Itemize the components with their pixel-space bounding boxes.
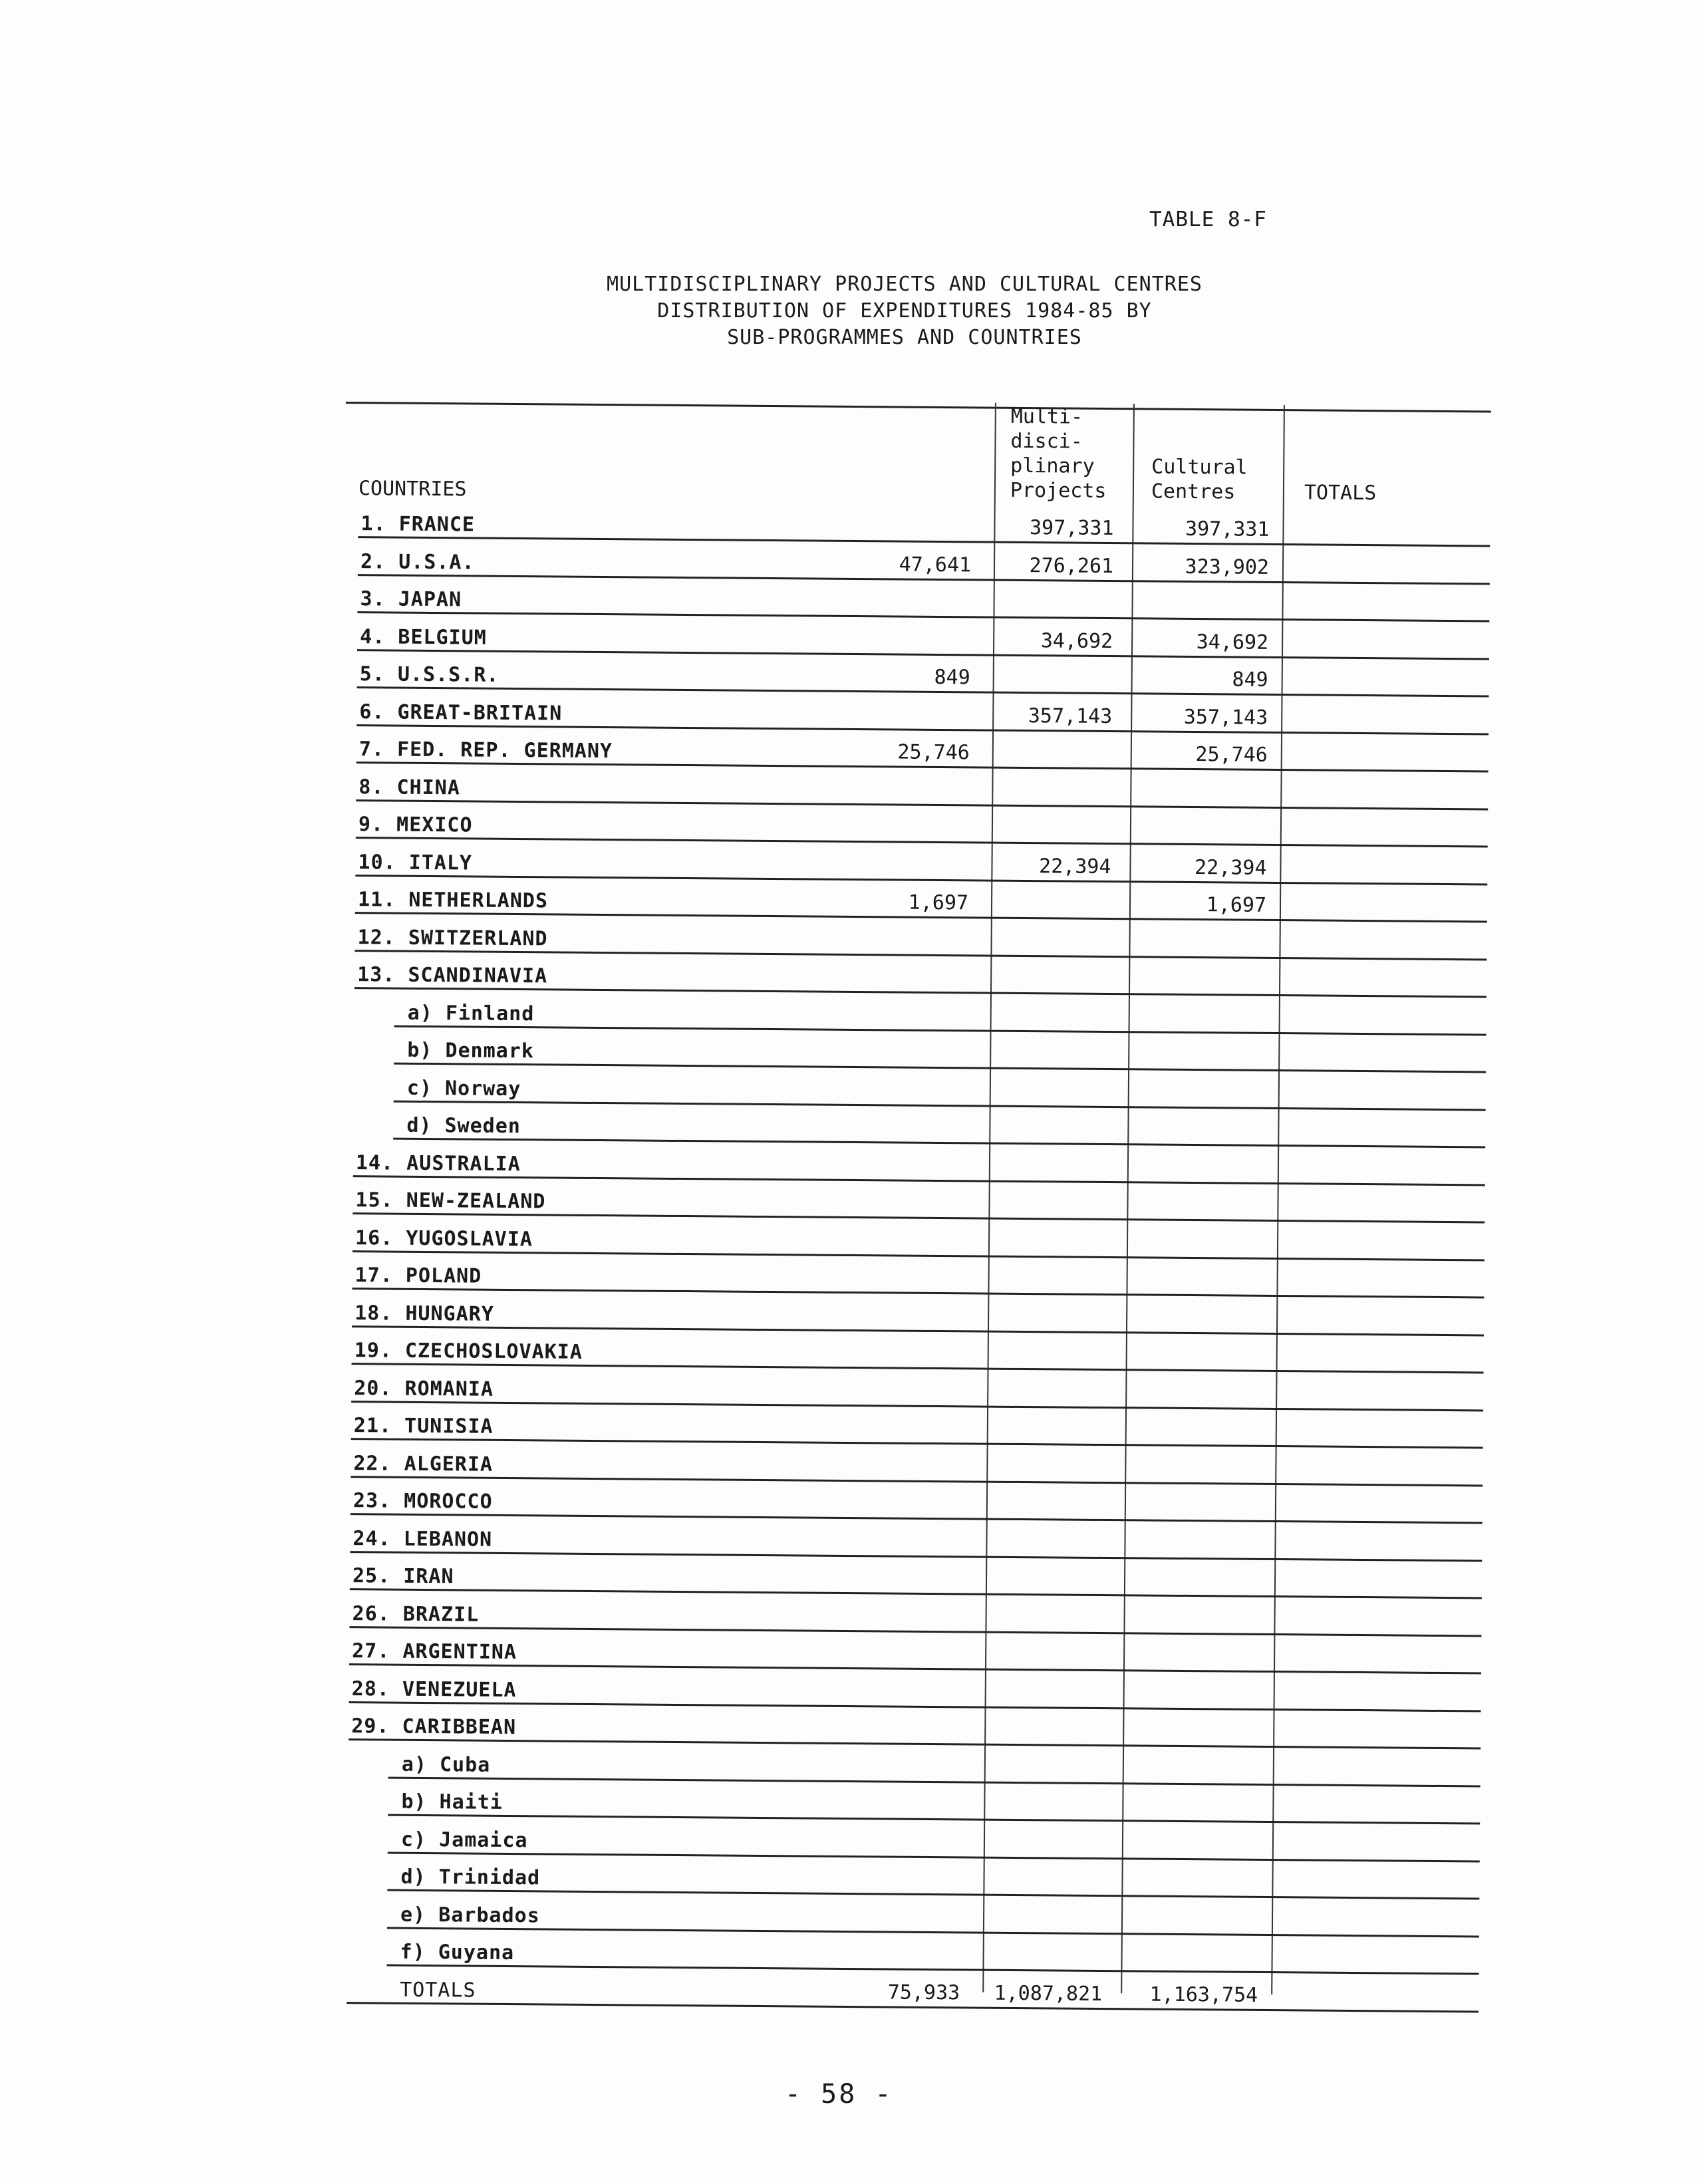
column-header-cultural-centres: Cultural Centres	[1151, 455, 1248, 504]
totals-value	[1139, 1104, 1265, 1105]
cultural-centres-value	[984, 952, 1110, 953]
multidisciplinary-value	[837, 1515, 964, 1516]
multidisciplinary-value	[838, 1402, 964, 1403]
country-name: 21. TUNISIA	[353, 1414, 494, 1438]
multidisciplinary-value	[841, 1026, 968, 1027]
multidisciplinary-value: 75,933	[887, 1980, 960, 2004]
totals-value	[1134, 1667, 1260, 1668]
totals-value	[1141, 803, 1267, 804]
country-name: 18. HUNGARY	[355, 1301, 494, 1326]
country-name: 20. ROMANIA	[354, 1376, 494, 1401]
totals-value	[1137, 1329, 1263, 1330]
multidisciplinary-value: 849	[934, 665, 970, 690]
multidisciplinary-value	[837, 1590, 963, 1591]
cultural-centres-value: 34,692	[1040, 628, 1113, 653]
multidisciplinary-value	[841, 1064, 967, 1065]
country-name: 14. AUSTRALIA	[355, 1151, 521, 1176]
cultural-centres-value	[984, 915, 1111, 916]
country-name: 25. IRAN	[352, 1564, 454, 1589]
totals-value: 849	[1232, 668, 1268, 692]
totals-value	[1139, 991, 1266, 992]
column-header-countries: COUNTRIES	[358, 477, 467, 501]
title-line-1: MULTIDISCIPLINARY PROJECTS AND CULTURAL CENTRES	[607, 273, 1203, 296]
totals-value: 34,692	[1196, 630, 1269, 654]
totals-value	[1138, 1141, 1264, 1142]
totals-value	[1133, 1780, 1260, 1781]
totals-value: 397,331	[1185, 517, 1270, 541]
cultural-centres-value	[980, 1441, 1107, 1442]
multidisciplinary-value: 1,697	[908, 890, 969, 915]
multidisciplinary-value	[835, 1740, 962, 1741]
totals-label: TOTALS	[400, 1978, 476, 2002]
multidisciplinary-value	[837, 1477, 964, 1478]
multidisciplinary-value	[836, 1627, 962, 1628]
cultural-centres-value	[980, 1478, 1106, 1479]
totals-value	[1137, 1216, 1264, 1217]
page-number: - 58 -	[785, 2079, 893, 2110]
totals-value: 25,746	[1195, 743, 1268, 767]
column-header-multidisciplinary: Multi- disci- plinary Projects	[1010, 404, 1107, 503]
totals-value	[1133, 1742, 1260, 1743]
country-name: 22. ALGERIA	[353, 1451, 494, 1476]
cultural-centres-value: 1,087,821	[994, 1981, 1103, 2006]
country-name: c) Norway	[406, 1076, 521, 1101]
expenditure-table	[333, 396, 1503, 2015]
multidisciplinary-value	[841, 989, 968, 990]
country-name: 26. BRAZIL	[352, 1601, 480, 1627]
totals-value: 1,163,754	[1149, 1982, 1258, 2007]
country-name: 5. U.S.S.R.	[359, 662, 499, 687]
cultural-centres-value	[984, 990, 1110, 991]
cultural-centres-value	[985, 802, 1111, 803]
cultural-centres-value: 276,261	[1029, 553, 1114, 578]
country-name: 28. VENEZUELA	[351, 1677, 517, 1702]
multidisciplinary-value	[833, 1966, 960, 1967]
country-name: a) Cuba	[401, 1752, 491, 1777]
cultural-centres-value: 22,394	[1038, 854, 1111, 879]
cultural-centres-value: 357,143	[1028, 704, 1113, 728]
cultural-centres-value	[978, 1779, 1104, 1780]
country-name: 11. NETHERLANDS	[357, 888, 549, 913]
cultural-centres-value	[981, 1328, 1107, 1329]
country-name: d) Sweden	[406, 1113, 521, 1139]
multidisciplinary-value	[834, 1928, 960, 1929]
cultural-centres-value	[982, 1253, 1108, 1254]
country-name: 23. MOROCCO	[353, 1489, 493, 1514]
cultural-centres-value: 397,331	[1029, 516, 1114, 541]
totals-value	[1137, 1254, 1264, 1255]
country-name: c) Jamaica	[400, 1828, 528, 1852]
table-title	[505, 271, 1304, 351]
title-line-2: DISTRIBUTION OF EXPENDITURES 1984-85 BY	[657, 299, 1152, 323]
multidisciplinary-value	[845, 538, 971, 539]
cultural-centres-value	[977, 1817, 1103, 1818]
country-name: 13. SCANDINAVIA	[357, 963, 548, 988]
country-name: e) Barbados	[400, 1903, 540, 1927]
title-line-3: SUB-PROGRAMMES AND COUNTRIES	[727, 326, 1082, 349]
country-name: 8. CHINA	[358, 775, 461, 799]
country-name: 24. LEBANON	[353, 1526, 493, 1552]
country-name: 12. SWITZERLAND	[357, 925, 548, 950]
table-top-rule	[346, 402, 1491, 413]
totals-value: 357,143	[1183, 705, 1268, 730]
cultural-centres-value	[986, 614, 1113, 615]
cultural-centres-value	[981, 1366, 1107, 1367]
country-name: 17. POLAND	[355, 1264, 482, 1288]
country-name: 29. CARIBBEAN	[351, 1714, 517, 1740]
country-name: 9. MEXICO	[358, 813, 473, 837]
cultural-centres-value	[976, 1892, 1103, 1893]
country-name: b) Haiti	[401, 1790, 503, 1814]
multidisciplinary-value	[840, 1176, 966, 1177]
multidisciplinary-value	[840, 1139, 966, 1140]
cultural-centres-value	[983, 1065, 1109, 1066]
multidisciplinary-value: 47,641	[899, 553, 972, 577]
column-header-totals: TOTALS	[1304, 481, 1377, 505]
multidisciplinary-value	[841, 951, 968, 952]
multidisciplinary-value	[842, 876, 968, 877]
cultural-centres-value	[981, 1291, 1107, 1292]
country-name: 15. NEW-ZEALAND	[355, 1188, 546, 1214]
totals-value: 22,394	[1194, 855, 1267, 880]
totals-value: 1,697	[1206, 893, 1267, 917]
totals-value	[1135, 1517, 1262, 1518]
country-name: 6. GREAT-BRITAIN	[359, 700, 563, 726]
cultural-centres-value	[985, 840, 1111, 841]
cultural-centres-value	[976, 1967, 1102, 1968]
country-name: d) Trinidad	[400, 1865, 541, 1890]
country-name: 3. JAPAN	[360, 587, 462, 612]
country-name: 10. ITALY	[358, 850, 473, 875]
country-name: 1. FRANCE	[360, 512, 476, 537]
cultural-centres-value	[984, 1027, 1110, 1028]
totals-value	[1131, 1968, 1258, 1969]
totals-value	[1135, 1555, 1261, 1556]
totals-value	[1133, 1855, 1259, 1856]
country-name: f) Guyana	[400, 1940, 515, 1965]
country-name: 27. ARGENTINA	[352, 1639, 517, 1665]
totals-value: 323,902	[1185, 555, 1270, 579]
totals-value	[1139, 1066, 1265, 1067]
totals-value	[1138, 1179, 1264, 1180]
multidisciplinary-value	[837, 1552, 963, 1553]
multidisciplinary-value: 25,746	[897, 740, 970, 765]
cultural-centres-value	[978, 1704, 1105, 1705]
multidisciplinary-value	[844, 650, 970, 651]
totals-value	[1142, 615, 1268, 616]
country-name: 7. FED. REP. GERMANY	[358, 738, 613, 763]
multidisciplinary-value	[839, 1214, 966, 1215]
totals-value	[1134, 1630, 1260, 1631]
totals-value	[1134, 1705, 1260, 1706]
multidisciplinary-value	[841, 1101, 967, 1102]
cultural-centres-value	[979, 1591, 1105, 1592]
multidisciplinary-value	[836, 1665, 962, 1666]
country-name: 16. YUGOSLAVIA	[355, 1226, 533, 1251]
cultural-centres-value	[980, 1516, 1106, 1517]
totals-value	[1135, 1592, 1261, 1593]
country-name: 2. U.S.A.	[360, 549, 475, 575]
cultural-centres-value	[976, 1929, 1103, 1930]
cultural-centres-value	[980, 1403, 1107, 1404]
multidisciplinary-value	[844, 613, 970, 614]
country-name: b) Denmark	[407, 1038, 535, 1063]
country-name: 19. CZECHOSLOVAKIA	[354, 1339, 583, 1364]
country-name: a) Finland	[407, 1001, 535, 1025]
table-label: TABLE 8-F	[1149, 207, 1267, 231]
country-name: 4. BELGIUM	[360, 624, 487, 650]
cultural-centres-value	[977, 1854, 1103, 1855]
